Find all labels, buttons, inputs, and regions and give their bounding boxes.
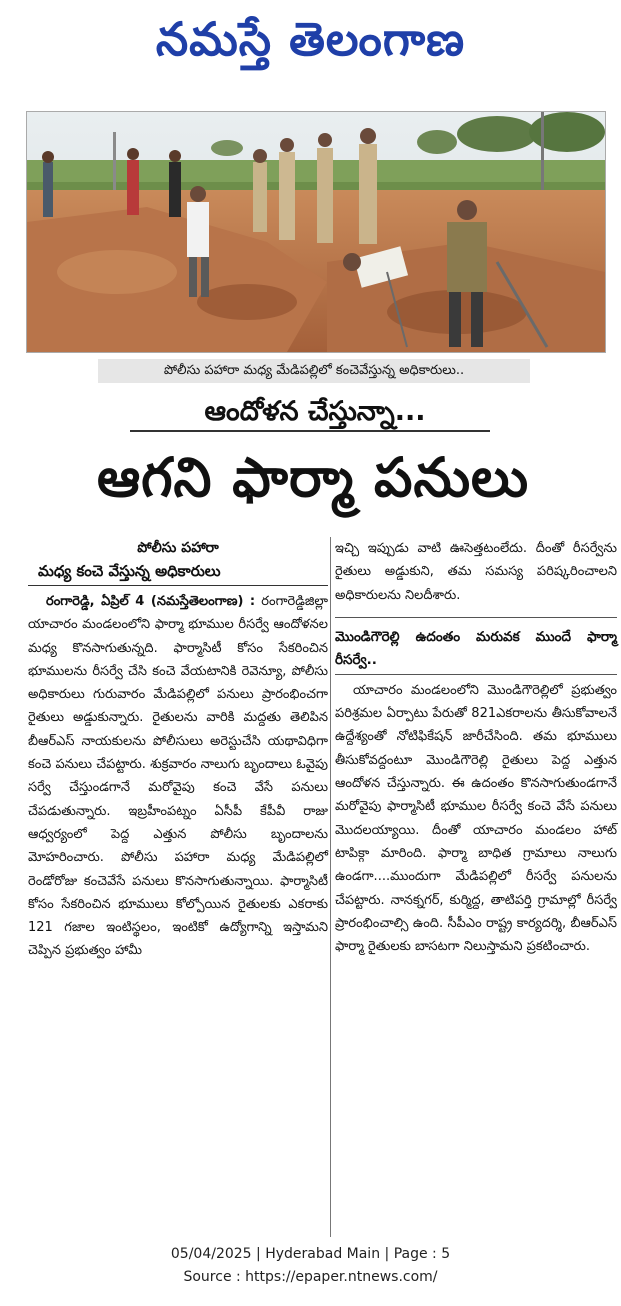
section-rule — [335, 617, 617, 618]
article-paragraph-2: ఇచ్చి ఇప్పుడు వాటి ఊసెత్తటంలేదు. దీంతో రీసర్వేను రైతులు అడ్డుకుని, తమ సమస్య పరిష్కరించాలని అధికారులను నిలదీశారు. — [335, 541, 617, 603]
column-divider — [330, 537, 331, 1237]
article-left-column — [28, 537, 328, 963]
footer-edition-info: 05/04/2025 | Hyderabad Main | Page : 5 — [170, 1246, 451, 1262]
photo-caption: పోలీసు పహారా మధ్య మేడిపల్లిలో కంచెవేస్తున్న అధికారులు.. — [98, 359, 530, 383]
article-headline: ఆగని ఫార్మా పనులు — [96, 446, 530, 509]
article-kicker: ఆందోళన చేస్తున్నా... — [204, 396, 426, 427]
article-paragraph-1: రంగారెడ్డిజిల్లా యాచారం మండలంలోని ఫార్మా భూముల రీసర్వే ఆందోళనల మధ్య కొనసాగుతున్నది. ఫార్మాసిటీ కోసం సేకరించిన భూములను రీసర్వే చేసి కంచె వేయటానికి రెవెన్యూ, పోలీసు అధికారులు గురువారం మేడిపల్లిలో పనులు ప్రారంభించగా రైతులు అడ్డుకున్నారు. రైతులను వారికి మద్దతు తెలిపిన బీఆర్ఎస్ నాయకులను పోలీసులు అరెస్టుచేసి యథావిధిగా కంచె పనులు చేపట్టారు. శుక్రవారం నాలుగు బృందాలు ఓవైపు సర్వే చేస్తుండగానే మరోవైపు కంచె వేసే పనులు చేపడుతున్నారు. ఇబ్రహీంపట్నం ఏసీపీ కేపీవీ రాజు ఆధ్వర్యంలో పెద్ద ఎత్తున పోలీసు బృందాలను మోహరించారు. పోలీసు పహారా మధ్య మేడిపల్లిలో రెండోరోజు కంచెవేసే పనులు కొనసాగుతున్నాయి. ఫార్మాసిటీ కోసం సేకరించిన భూములు కోల్పోయిన రైతులకు ఎకరాకు 121 గజాల ఇంటిస్థలం, ఇంటికో ఉద్యోగాన్ని ఇస్తామని చెప్పిన ప్రభుత్వం హామీ — [28, 594, 328, 959]
footer-source-link[interactable]: Source : https://epaper.ntnews.com/ — [183, 1269, 438, 1285]
news-photo — [26, 111, 606, 353]
masthead-title: నమస్తే తెలంగాణ — [155, 12, 466, 66]
section-rule-bottom — [335, 674, 617, 675]
article-subhead-line1: పోలీసు పహారా — [137, 540, 219, 556]
article-section-subhead: మొండిగౌరెల్లి ఉదంతం మరువక ముందే ఫార్మా రీసర్వే.. — [335, 628, 617, 668]
photo-illustration — [27, 112, 605, 352]
article-dateline: రంగారెడ్డి, ఏప్రిల్ 4 (నమస్తేతెలంగాణ) : — [46, 594, 256, 609]
article-body-left — [28, 590, 328, 963]
article-paragraph-3: యాచారం మండలంలోని మొండిగౌరెల్లిలో ప్రభుత్వం పరిశ్రమల ఏర్పాటు పేరుతో 821ఎకరాలను తీసుకోవాలనే ఉద్దేశ్యంతో నోటిఫికేషన్ జారీచేసింది. తమ భూములు తీసుకోవద్దంటూ మొండిగౌరెల్లి రైతులు పెద్ద ఎత్తున ఆందోళన చేస్తున్నారు. ఈ ఉదంతం కొనసాగుతుండగానే మరోవైపు ఫార్మాసిటీ భూముల రీసర్వే కంచె వేసే పనులు మొదలయ్యాయి. దీంతో యాచారం మండలం హాట్ టాపిక్గా మారింది. ఫార్మా బాధిత గ్రామాలు నాలుగు ఉండగా....ముందుగా మేడిపల్లిలో రీసర్వే పనులను చేపట్టారు. నానక్నగర్, కుర్మిద్ద, తాటిపర్తి గ్రామాల్లో రీసర్వే ప్రారంభించాల్సి ఉంది. సీపీఎం రాష్ట్ర కార్యదర్శి, బీఆర్ఎస్ ఫార్మా రైతులకు బాసటగా నిలుస్తామని ప్రకటించారు. — [335, 682, 617, 955]
masthead — [0, 0, 621, 95]
article-right-column — [335, 537, 617, 958]
article-subhead-line2: మధ్య కంచె వేస్తున్న అధికారులు — [38, 562, 221, 580]
subhead-rule — [28, 585, 328, 586]
kicker-underline — [130, 430, 490, 432]
